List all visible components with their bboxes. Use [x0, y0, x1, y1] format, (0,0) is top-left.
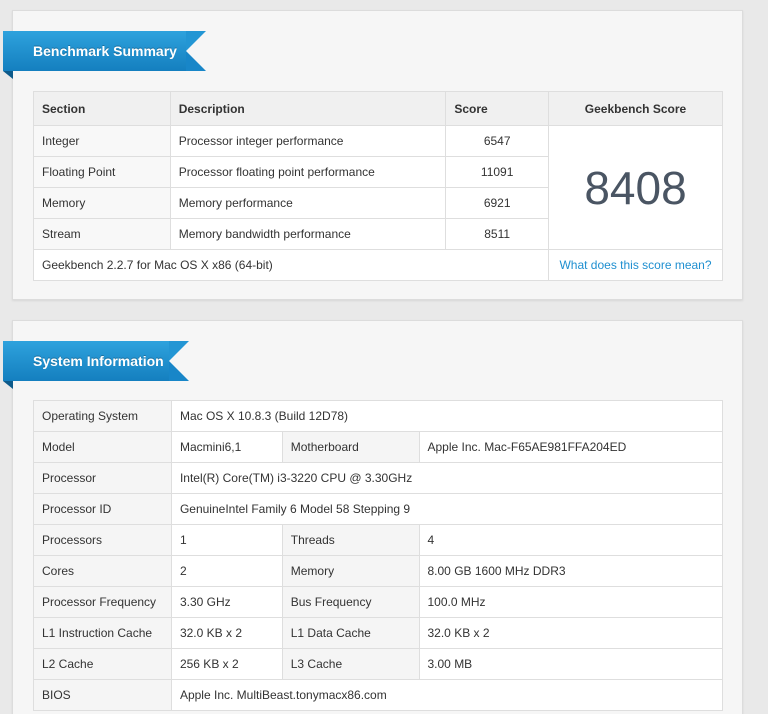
section-cell: Floating Point [34, 157, 171, 188]
table-header-row [34, 92, 723, 126]
section-cell: Stream [34, 219, 171, 250]
l2-cache-value: 256 KB x 2 [171, 649, 282, 680]
motherboard-label: Motherboard [282, 432, 419, 463]
os-value: Mac OS X 10.8.3 (Build 12D78) [171, 401, 722, 432]
geekbench-total-score: 8408 [549, 126, 723, 250]
table-row [34, 401, 723, 432]
description-cell: Processor floating point performance [170, 157, 446, 188]
score-cell: 6921 [446, 188, 549, 219]
table-footer-row [34, 250, 723, 281]
table-row [34, 525, 723, 556]
benchmark-summary-table [33, 91, 723, 281]
cores-label: Cores [34, 556, 172, 587]
section-cell: Memory [34, 188, 171, 219]
l3-cache-value: 3.00 MB [419, 649, 723, 680]
bus-frequency-value: 100.0 MHz [419, 587, 723, 618]
l1-instruction-cache-value: 32.0 KB x 2 [171, 618, 282, 649]
system-information-table [33, 400, 723, 711]
table-row [34, 680, 723, 711]
table-row [34, 126, 723, 157]
threads-value: 4 [419, 525, 723, 556]
l1-instruction-cache-label: L1 Instruction Cache [34, 618, 172, 649]
benchmark-summary-title: Benchmark Summary [3, 31, 186, 71]
processors-label: Processors [34, 525, 172, 556]
memory-label: Memory [282, 556, 419, 587]
table-row [34, 432, 723, 463]
section-cell: Integer [34, 126, 171, 157]
score-help-link[interactable]: What does this score mean? [549, 250, 723, 281]
table-row [34, 618, 723, 649]
l3-cache-label: L3 Cache [282, 649, 419, 680]
model-label: Model [34, 432, 172, 463]
processor-frequency-label: Processor Frequency [34, 587, 172, 618]
l1-data-cache-label: L1 Data Cache [282, 618, 419, 649]
processor-id-value: GenuineIntel Family 6 Model 58 Stepping 9 [171, 494, 722, 525]
score-cell: 8511 [446, 219, 549, 250]
table-row [34, 556, 723, 587]
processor-frequency-value: 3.30 GHz [171, 587, 282, 618]
table-row [34, 587, 723, 618]
description-cell: Memory bandwidth performance [170, 219, 446, 250]
os-label: Operating System [34, 401, 172, 432]
motherboard-value: Apple Inc. Mac-F65AE981FFA204ED [419, 432, 723, 463]
processor-label: Processor [34, 463, 172, 494]
system-information-title: System Information [3, 341, 169, 381]
model-value: Macmini6,1 [171, 432, 282, 463]
version-text: Geekbench 2.2.7 for Mac OS X x86 (64-bit) [34, 250, 549, 281]
l2-cache-label: L2 Cache [34, 649, 172, 680]
column-header-section: Section [34, 92, 171, 126]
bus-frequency-label: Bus Frequency [282, 587, 419, 618]
score-cell: 6547 [446, 126, 549, 157]
memory-value: 8.00 GB 1600 MHz DDR3 [419, 556, 723, 587]
table-row [34, 649, 723, 680]
system-information-panel [12, 320, 743, 714]
column-header-description: Description [170, 92, 446, 126]
column-header-score: Score [446, 92, 549, 126]
l1-data-cache-value: 32.0 KB x 2 [419, 618, 723, 649]
table-row [34, 494, 723, 525]
processor-id-label: Processor ID [34, 494, 172, 525]
score-cell: 11091 [446, 157, 549, 188]
description-cell: Memory performance [170, 188, 446, 219]
benchmark-summary-panel [12, 10, 743, 300]
bios-label: BIOS [34, 680, 172, 711]
bios-value: Apple Inc. MultiBeast.tonymacx86.com [171, 680, 722, 711]
cores-value: 2 [171, 556, 282, 587]
description-cell: Processor integer performance [170, 126, 446, 157]
column-header-geekbench-score: Geekbench Score [549, 92, 723, 126]
processor-value: Intel(R) Core(TM) i3-3220 CPU @ 3.30GHz [171, 463, 722, 494]
threads-label: Threads [282, 525, 419, 556]
processors-value: 1 [171, 525, 282, 556]
table-row [34, 463, 723, 494]
